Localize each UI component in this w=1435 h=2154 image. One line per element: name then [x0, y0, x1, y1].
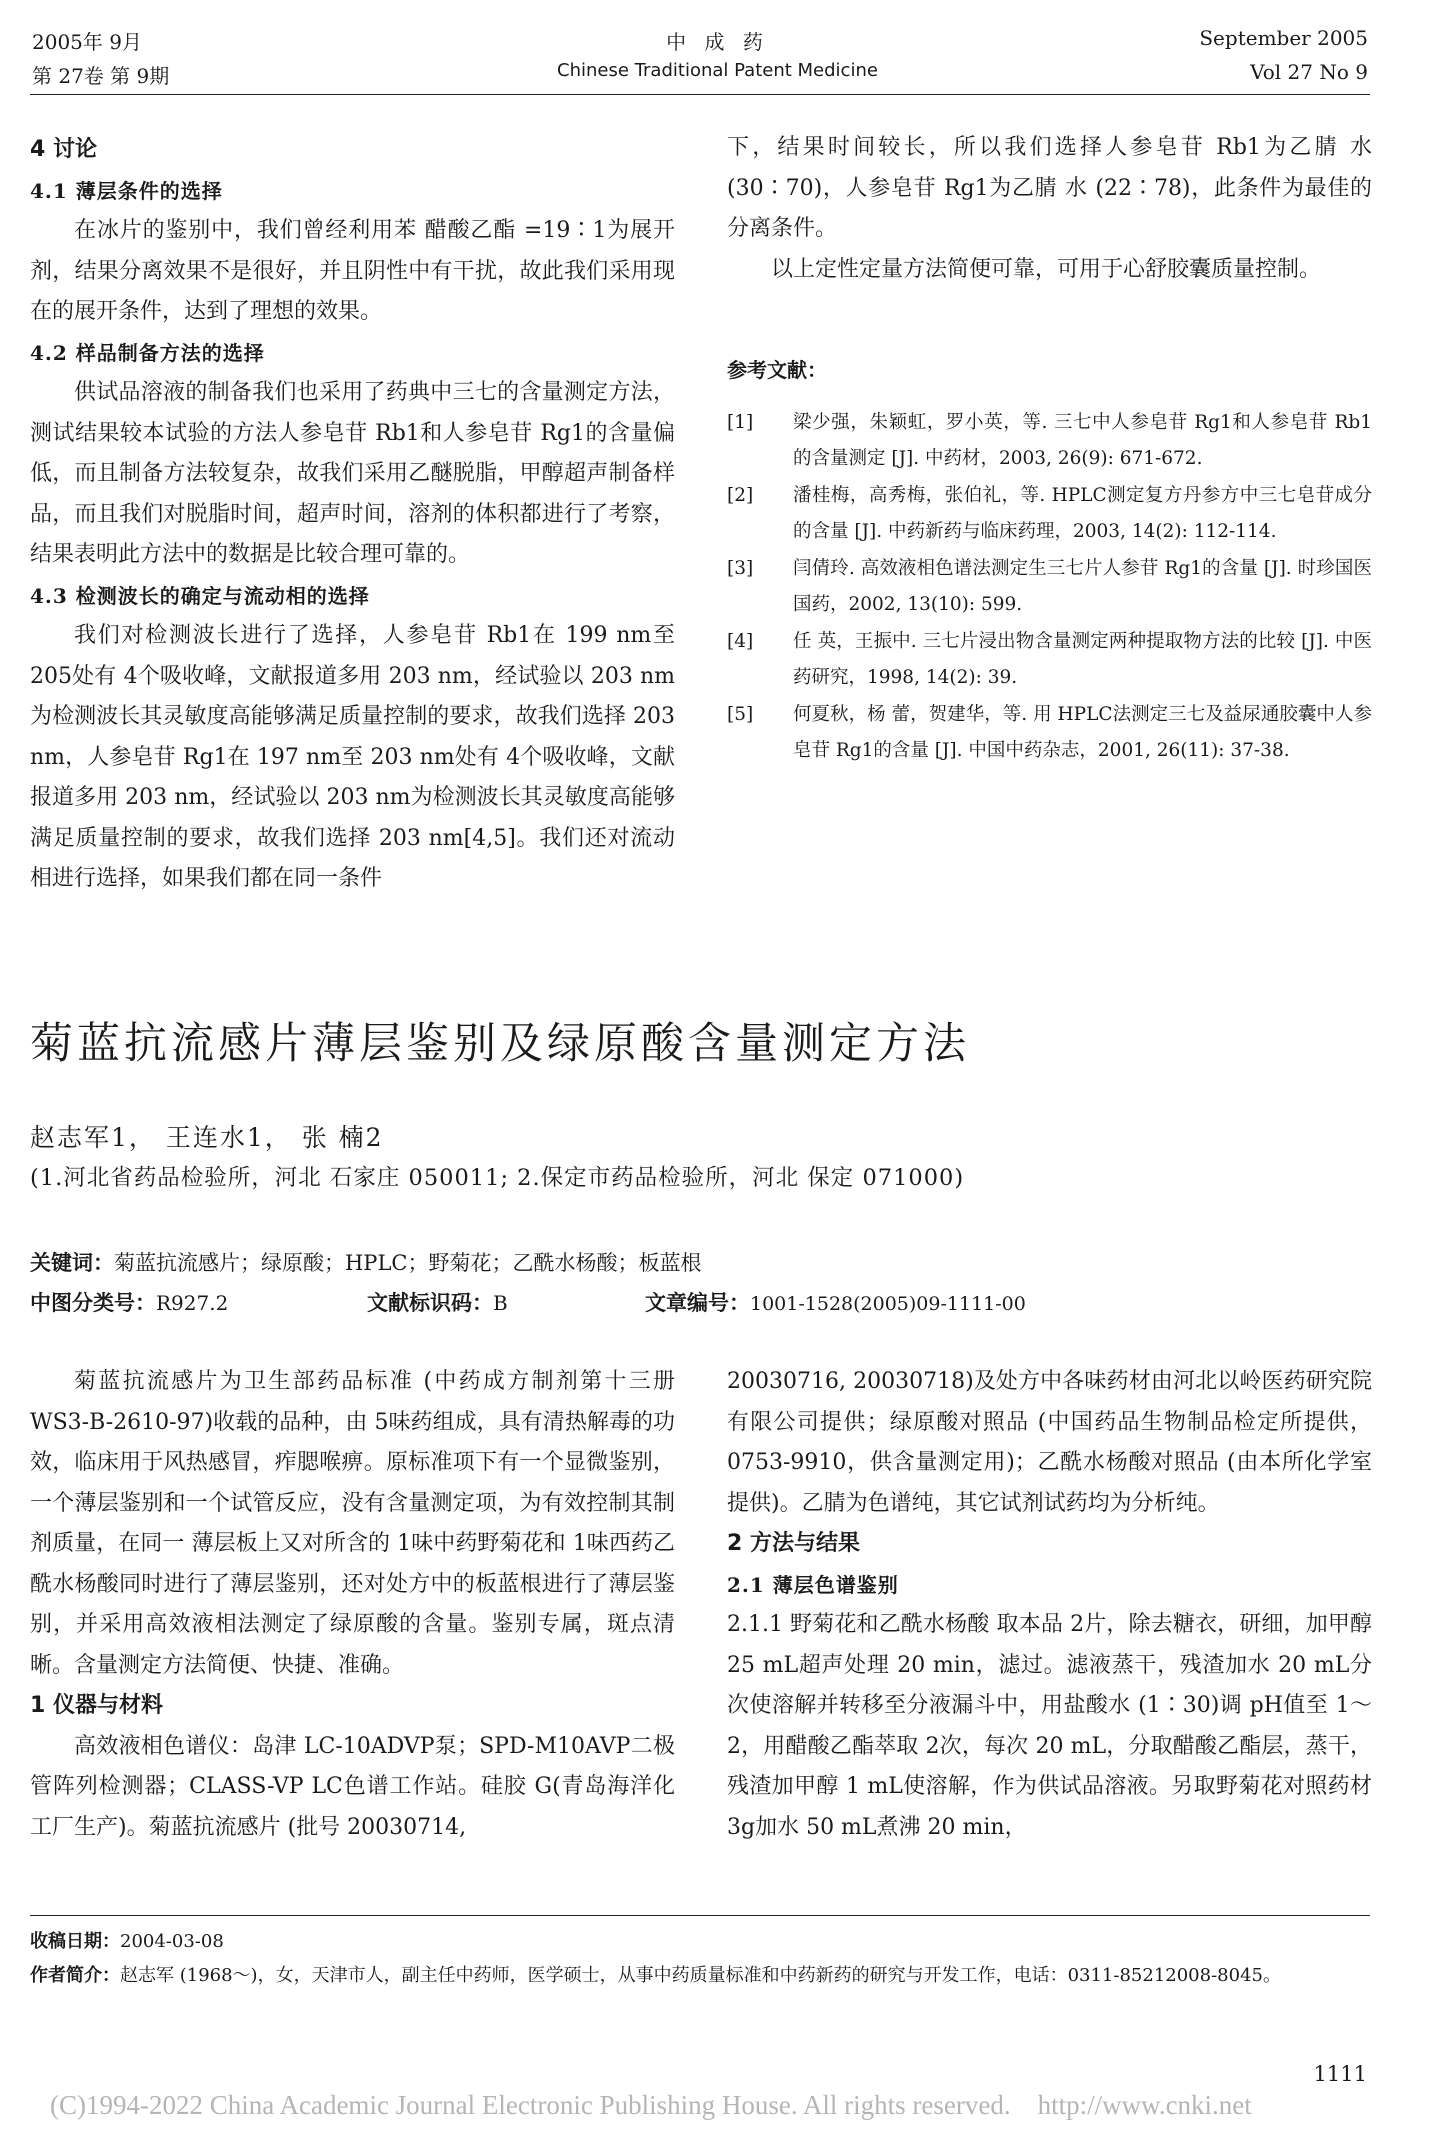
reference-item	[727, 697, 1372, 770]
paragraph-continued: 20030716, 20030718)及处方中各味药材由河北以岭医药研究院有限公司提供；绿原酸对照品 (中国药品生物制品检定所提供，0753-9910，供含量测定用)；乙酰水杨酸对照品 (由本所化学室提供)。乙腈为色谱纯，其它试剂试药均为分析纯。	[727, 1369, 1372, 1516]
header-date-en: September 2005	[1199, 26, 1368, 50]
copyright-watermark: (C)1994-2022 China Academic Journal Electronic Publishing House. All rights reserved. http://www.cnki.net	[50, 2090, 1252, 2120]
reference-number: [5]	[727, 703, 754, 725]
keywords-line	[30, 1247, 701, 1277]
paragraph: 在冰片的鉴别中，我们曾经利用苯 醋酸乙酯 =19∶1为展开剂，结果分离效果不是很好，并且阴性中有干扰，故此我们采用现在的展开条件，达到了理想的效果。	[30, 218, 675, 324]
header-volume-en: Vol 27 No 9	[1250, 60, 1368, 84]
clc-line	[30, 1287, 228, 1317]
article-no-label: 文章编号：	[645, 1291, 750, 1315]
author-bio: 赵志军 (1968～)，女，天津市人，副主任中药师，医学硕士，从事中药质量标准和中药新药的研究与开发工作，电话：0311-85212008-8045。	[120, 1965, 1281, 1986]
journal-title-en: Chinese Traditional Patent Medicine	[557, 60, 878, 81]
clc-number: R927.2	[156, 1291, 229, 1315]
page-number: 1111	[1313, 2062, 1367, 2086]
subsection-heading: 4.2 样品制备方法的选择	[30, 340, 265, 365]
prev-article-right-column	[727, 128, 1372, 290]
header-date-cn: 2005年 9月	[32, 30, 142, 54]
reference-item	[727, 551, 1372, 624]
footnotes	[30, 1925, 1370, 1993]
reference-number: [4]	[727, 630, 754, 652]
section-heading: 4 讨论	[30, 137, 97, 162]
section-heading: 2 方法与结果	[727, 1531, 860, 1556]
clc-label: 中图分类号：	[30, 1291, 156, 1315]
reference-number: [1]	[727, 411, 754, 433]
header-volume-cn: 第 27卷 第 9期	[32, 64, 170, 88]
paragraph: 2.1.1 野菊花和乙酰水杨酸 取本品 2片，除去糖衣，研细，加甲醇 25 mL超声处理 20 min，滤过。滤液蒸干，残渣加水 20 mL分次使溶解并转移至分液漏斗中，用盐酸水 (1∶30)调 pH值至 1～2，用醋酸乙酯萃取 2次，每次 20 mL，分取醋酸乙酯层，蒸干，残渣加甲醇 1 mL使溶解，作为供试品溶液。另取野菊花对照药材 3g加水 50 mL煮沸 20 min，	[727, 1612, 1372, 1840]
article-no-line	[645, 1287, 1026, 1317]
paragraph: 以上定性定量方法简便可靠，可用于心舒胶囊质量控制。	[771, 256, 1322, 282]
reference-item	[727, 405, 1372, 478]
reference-item	[727, 478, 1372, 551]
article-left-column	[30, 1362, 675, 1848]
subsection-heading: 2.1 薄层色谱鉴别	[727, 1572, 899, 1597]
article-authors: 赵志军1， 王连水1， 张 楠2	[30, 1123, 384, 1152]
header-rule	[30, 94, 1370, 95]
reference-number: [3]	[727, 557, 754, 579]
paragraph: 供试品溶液的制备我们也采用了药典中三七的含量测定方法，测试结果较本试验的方法人参皂苷 Rb1和人参皂苷 Rg1的含量偏低，而且制备方法较复杂，故我们采用乙醚脱脂，甲醇超声制备样品，而且我们对脱脂时间，超声时间，溶剂的体积都进行了考察，结果表明此方法中的数据是比较合理可靠的。	[30, 380, 675, 567]
received-label: 收稿日期：	[30, 1931, 120, 1952]
reference-text: 梁少强，朱颖虹，罗小英，等. 三七中人参皂苷 Rg1和人参皂苷 Rb1的含量测定 [J]. 中药材，2003, 26(9): 671-672.	[793, 411, 1372, 469]
reference-item	[727, 624, 1372, 697]
received-date-line	[30, 1925, 1370, 1959]
references-heading: 参考文献：	[727, 358, 827, 382]
subsection-heading: 4.1 薄层条件的选择	[30, 178, 223, 203]
subsection-heading: 4.3 检测波长的确定与流动相的选择	[30, 583, 370, 608]
section-heading: 1 仪器与材料	[30, 1693, 163, 1718]
journal-title-cn: 中 成 药	[666, 30, 769, 54]
doc-code: B	[493, 1291, 508, 1315]
article-right-column	[727, 1362, 1372, 1848]
keywords: 菊蓝抗流感片；绿原酸；HPLC；野菊花；乙酰水杨酸；板蓝根	[114, 1251, 702, 1275]
reference-number: [2]	[727, 484, 754, 506]
author-bio-line	[30, 1959, 1370, 1993]
doc-code-line	[367, 1287, 508, 1317]
keywords-label: 关键词：	[30, 1251, 114, 1275]
bio-label: 作者简介：	[30, 1965, 120, 1986]
article-affiliations: (1.河北省药品检验所，河北 石家庄 050011; 2.保定市药品检验所，河北 保定 071000)	[30, 1165, 965, 1191]
doc-code-label: 文献标识码：	[367, 1291, 493, 1315]
article-title: 菊蓝抗流感片薄层鉴别及绿原酸含量测定方法	[30, 1019, 970, 1069]
reference-text: 闫倩玲. 高效液相色谱法测定生三七片人参苷 Rg1的含量 [J]. 时珍国医国药，2002, 13(10): 599.	[793, 557, 1372, 615]
prev-article-left-column	[30, 130, 675, 900]
footnote-rule	[30, 1915, 1370, 1916]
paragraph: 高效液相色谱仪：岛津 LC-10ADVP泵；SPD-M10AVP二极管阵列检测器；CLASS-VP LC色谱工作站。硅胶 G(青岛海洋化工厂生产)。菊蓝抗流感片 (批号 20030714,	[30, 1733, 675, 1840]
received-date: 2004-03-08	[120, 1931, 224, 1952]
paragraph: 我们对检测波长进行了选择，人参皂苷 Rb1在 199 nm至 205处有 4个吸收峰，文献报道多用 203 nm，经试验以 203 nm为检测波长其灵敏度高能够满足质量控制的要求，故我们选择 203 nm，人参皂苷 Rg1在 197 nm至 203 nm处有 4个吸收峰，文献报道多用 203 nm，经试验以 203 nm为检测波长其灵敏度高能够满足质量控制的要求，故我们选择 203 nm[4,5]。我们还对流动相进行选择，如果我们都在同一条件	[30, 623, 675, 891]
reference-text: 何夏秋，杨 蕾，贺建华，等. 用 HPLC法测定三七及益尿通胶囊中人参皂苷 Rg1的含量 [J]. 中国中药杂志，2001, 26(11): 37-38.	[793, 703, 1372, 761]
paragraph-continued: 下，结果时间较长，所以我们选择人参皂苷 Rb1为乙腈 水 (30∶70)，人参皂苷 Rg1为乙腈 水 (22∶78)，此条件为最佳的分离条件。	[727, 135, 1372, 241]
reference-text: 任 英，王振中. 三七片浸出物含量测定两种提取物方法的比较 [J]. 中医药研究，1998, 14(2): 39.	[793, 630, 1372, 688]
article-no: 1001-1528(2005)09-1111-00	[750, 1293, 1026, 1315]
intro-paragraph: 菊蓝抗流感片为卫生部药品标准 (中药成方制剂第十三册 WS3-B-2610-97)收载的品种，由 5味药组成，具有清热解毒的功效，临床用于风热感冒，痄腮喉痹。原标准项下有一个显微鉴别，一个薄层鉴别和一个试管反应，没有含量测定项，为有效控制其制剂质量，在同一 薄层板上又对所含的 1味中药野菊花和 1味西药乙酰水杨酸同时进行了薄层鉴别，还对处方中的板蓝根进行了薄层鉴别，并采用高效液相法测定了绿原酸的含量。鉴别专属，斑点清晰。含量测定方法简便、快捷、准确。	[30, 1369, 675, 1678]
reference-list	[727, 352, 1372, 770]
reference-text: 潘桂梅，高秀梅，张伯礼，等. HPLC测定复方丹参方中三七皂苷成分的含量 [J]. 中药新药与临床药理，2003, 14(2): 112-114.	[793, 484, 1372, 542]
